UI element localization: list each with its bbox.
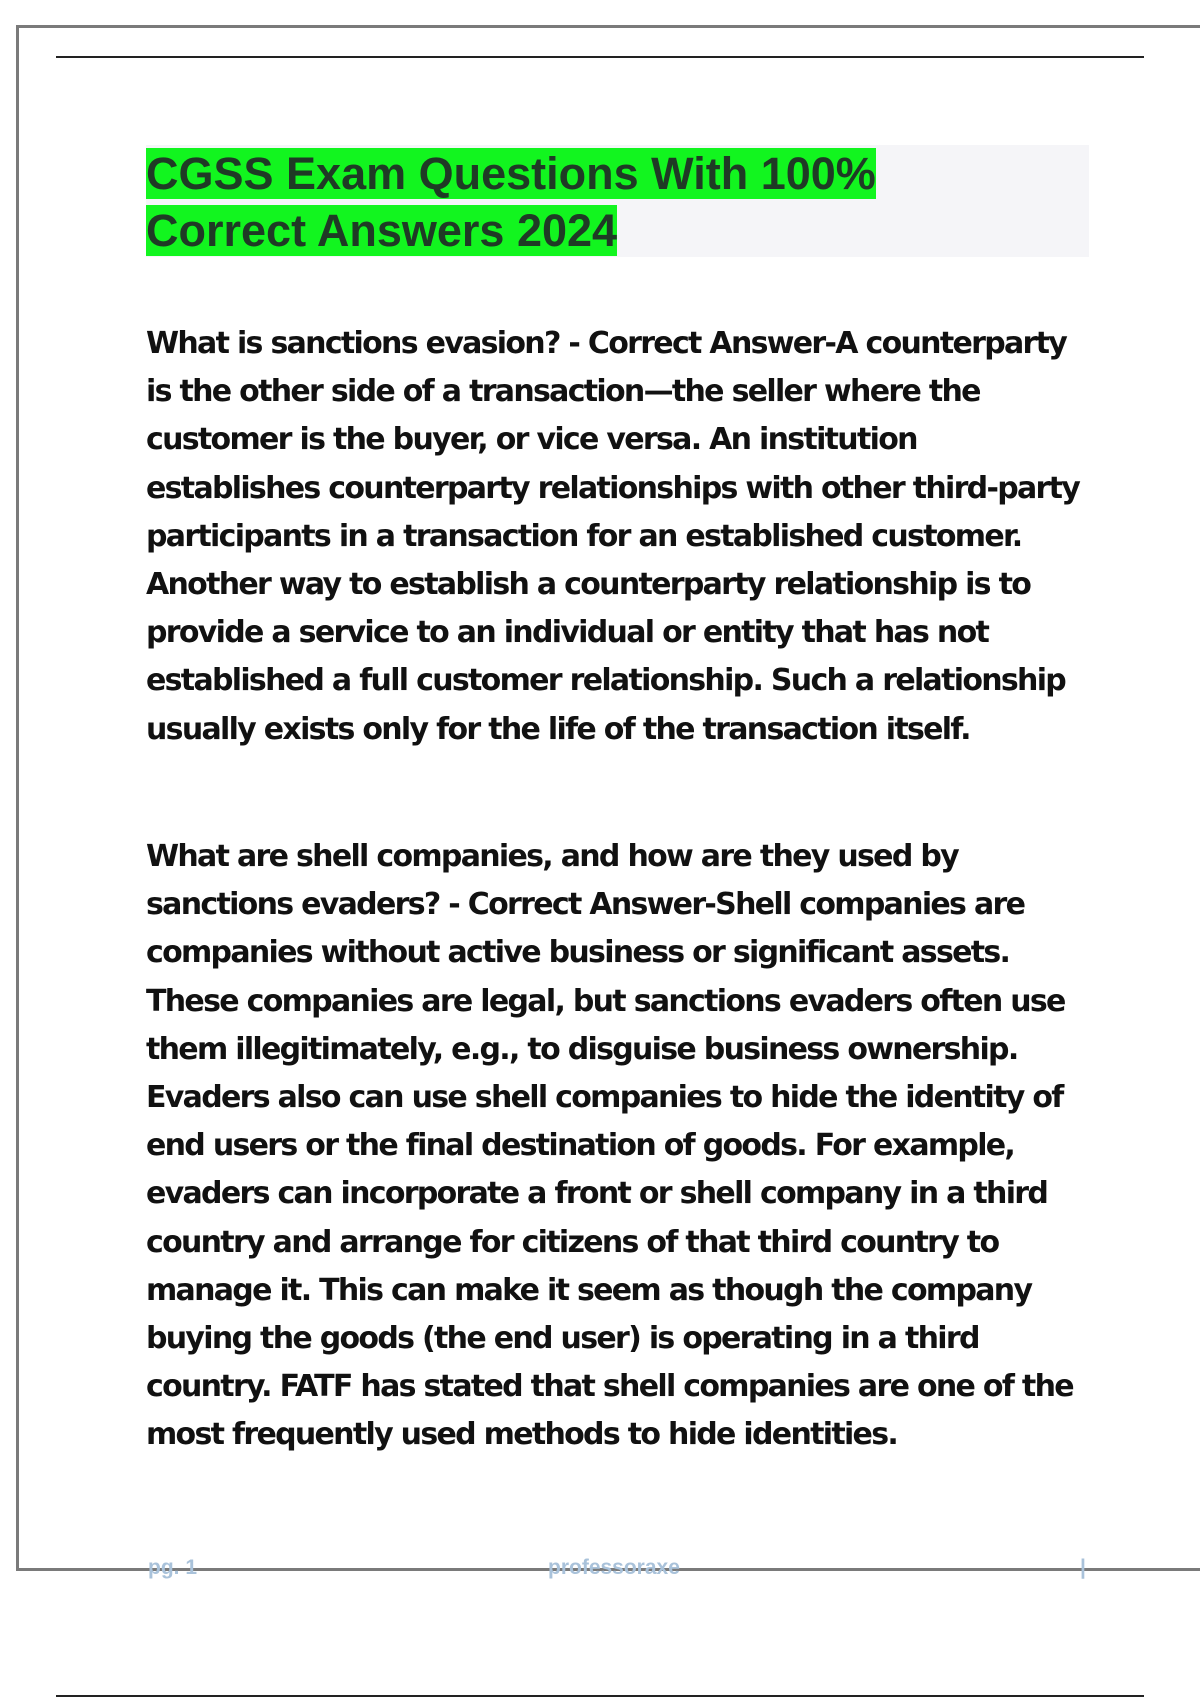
footer-page-number: pg. 1 [148,1556,198,1579]
document-title [146,145,1089,259]
title-line-2: Correct Answers 2024 [146,205,618,256]
footer-mark: | [1080,1556,1086,1579]
header-rule [56,56,1144,58]
qa-paragraph-sanctions-evasion: What is sanctions evasion? - Correct Answer-A counterparty is the other side of a transaction—the seller where the customer is the buyer, or vice versa. An institution establishes counterparty relationships with other third-party participants in a transaction for an established customer. Another way to establish a counterparty relationship is to provide a service to an individual or entity that has not established a full customer relationship. Such a relationship usually exists only for the life of the transaction itself. [146,326,1080,747]
title-block [146,145,1089,257]
footer-author: professoraxe [548,1556,680,1579]
footer-rule [56,1695,1144,1697]
qa-paragraph-shell-companies: What are shell companies, and how are they used by sanctions evaders? - Correct Answer-Shell companies are companies without active business or significant assets. These companies are legal, but sanctions evaders often use them illegitimately, e.g., to disguise business ownership. Evaders also can use shell companies to hide the identity of end users or the final destination of goods. For example, evaders can incorporate a front or shell company in a third country and arrange for citizens of that third country to manage it. This can make it seem as though the company buying the goods (the end user) is operating in a third country. FATF has stated that shell companies are one of the most frequently used methods to hide identities. [146,839,1073,1453]
title-line-1: CGSS Exam Questions With 100% [146,148,876,199]
